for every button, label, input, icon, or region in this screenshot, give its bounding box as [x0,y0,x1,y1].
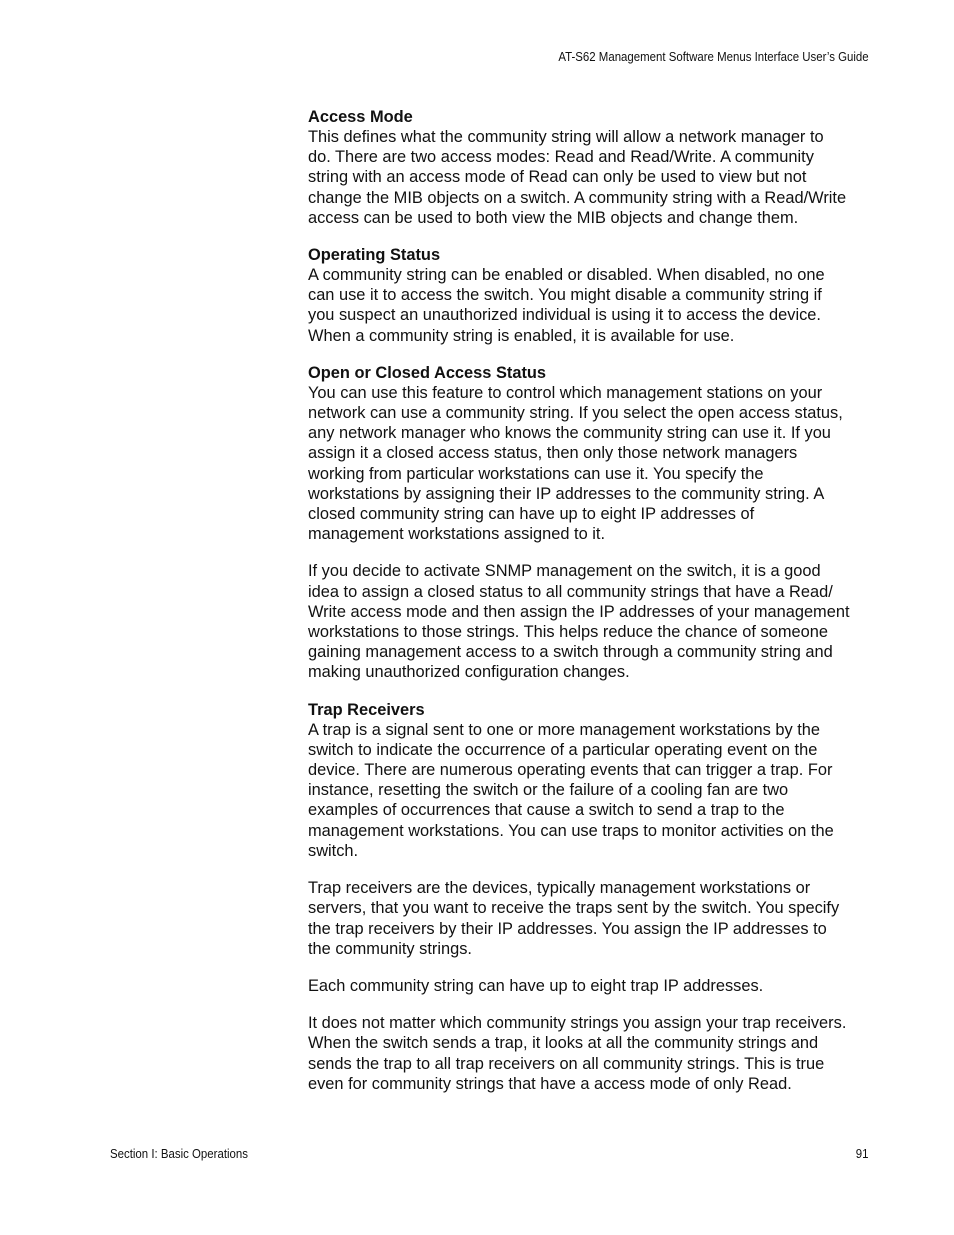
text-line: You can use this feature to control which management stations on your [308,383,823,402]
text-line: instance, resetting the switch or the failure of a cooling fan are two [308,781,789,800]
text-line: management workstations assigned to it. [308,525,606,544]
heading-open-closed-access: Open or Closed Access Status [308,363,547,382]
text-line: workstations to those strings. This helps reduce the chance of someone [308,623,828,642]
section-operating-status [308,245,868,346]
text-line: management workstations. You can use traps to monitor activities on the [308,821,834,840]
paragraph-open-closed-2 [308,561,868,682]
text-line: gaining management access to a switch through a community string and [308,643,833,662]
section-access-mode [308,107,868,228]
text-line: idea to assign a closed status to all community strings that have a Read/ [308,582,833,601]
body-column [308,107,868,1111]
text-line: can use it to access the switch. You might disable a community string if [308,286,822,305]
text-line: Trap receivers are the devices, typically management workstations or [308,879,811,898]
text-line: When a community string is enabled, it is available for use. [308,326,735,345]
text-line: When the switch sends a trap, it looks at all the community strings and [308,1034,819,1053]
text-line: assign it a closed access status, then only those network managers [308,444,798,463]
paragraph-access-mode [308,127,868,228]
text-line: Each community string can have up to eight trap IP addresses. [308,976,764,995]
text-line: Write access mode and then assign the IP addresses of your management [308,602,850,621]
text-line: any network manager who knows the community string can use it. If you [308,424,831,443]
paragraph-open-closed-1 [308,383,868,545]
text-line: network can use a community string. If you select the open access status, [308,404,843,423]
paragraph-trap-receivers-2 [308,878,868,959]
running-header: AT-S62 Management Software Menus Interface User’s Guide [558,49,869,64]
paragraph-trap-receivers-1 [308,720,868,861]
section-trap-receivers [308,700,868,1094]
text-line: change the MIB objects on a switch. A community string with a Read/Write [308,188,847,207]
footer-section-label: Section I: Basic Operations [110,1146,248,1161]
text-line: switch to indicate the occurrence of a particular operating event on the [308,740,818,759]
text-line: do. There are two access modes: Read and Read/Write. A community [308,148,814,167]
text-line: access can be used to both view the MIB objects and change them. [308,208,799,227]
text-line: examples of occurrences that cause a switch to send a trap to the [308,801,785,820]
text-line: closed community string can have up to eight IP addresses of [308,505,755,524]
text-line: A trap is a signal sent to one or more management workstations by the [308,720,821,739]
text-line: making unauthorized configuration changes. [308,663,630,682]
text-line: If you decide to activate SNMP management on the switch, it is a good [308,562,821,581]
text-line: It does not matter which community strings you assign your trap receivers. [308,1014,847,1033]
text-line: working from particular workstations can use it. You specify the [308,464,764,483]
text-line: the community strings. [308,939,472,958]
text-line: sends the trap to all trap receivers on all community strings. This is true [308,1054,825,1073]
text-line: switch. [308,841,359,860]
text-line: A community string can be enabled or disabled. When disabled, no one [308,266,825,285]
text-line: servers, that you want to receive the traps sent by the switch. You specify [308,899,840,918]
footer-page-number: 91 [855,1146,868,1161]
paragraph-trap-receivers-3 [308,976,868,996]
paragraph-operating-status [308,265,868,346]
heading-operating-status: Operating Status [308,246,441,265]
text-line: workstations by assigning their IP addresses to the community string. A [308,484,825,503]
text-line: even for community strings that have a access mode of only Read. [308,1074,792,1093]
heading-access-mode: Access Mode [308,108,413,126]
section-open-closed-access [308,363,868,683]
text-line: you suspect an unauthorized individual is using it to access the device. [308,306,821,325]
text-line: the trap receivers by their IP addresses. You assign the IP addresses to [308,919,827,938]
text-line: string with an access mode of Read can only be used to view but not [308,168,807,187]
paragraph-trap-receivers-4 [308,1013,868,1094]
text-line: This defines what the community string will allow a network manager to [308,128,824,146]
heading-trap-receivers: Trap Receivers [308,700,425,719]
text-line: device. There are numerous operating events that can trigger a trap. For [308,761,833,780]
